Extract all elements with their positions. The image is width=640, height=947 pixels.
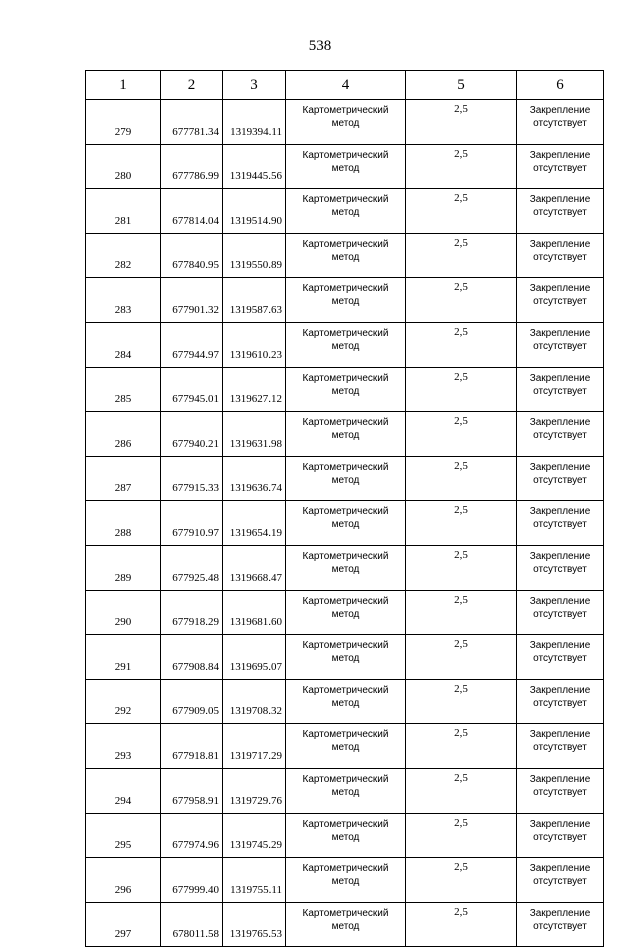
fixation-line-2: отсутствует [533,251,587,263]
fixation-cell [517,858,604,903]
column-header-2: 2 [161,71,223,100]
accuracy-value: 2,5 [406,233,517,278]
coordinate-y: 1319550.89 [223,233,286,278]
fixation-line-2: отсутствует [533,920,587,932]
method-cell [286,367,406,412]
point-number: 283 [86,278,161,323]
accuracy-value: 2,5 [406,412,517,457]
method-line-1: Картометрический [302,773,389,785]
coordinate-y: 1319654.19 [223,501,286,546]
fixation-line-2: отсутствует [533,563,587,575]
accuracy-value: 2,5 [406,456,517,501]
coordinate-x: 677781.34 [161,100,223,145]
point-number: 293 [86,724,161,769]
method-line-1: Картометрический [302,238,389,250]
coordinate-x: 678011.58 [161,902,223,947]
point-number: 287 [86,456,161,501]
method-line-1: Картометрический [302,684,389,696]
table-row [86,189,604,234]
method-line-2: метод [331,207,360,219]
coordinate-x: 677958.91 [161,768,223,813]
coordinate-y: 1319627.12 [223,367,286,412]
column-header-6: 6 [517,71,604,100]
accuracy-value: 2,5 [406,501,517,546]
fixation-line-1: Закрепление [529,595,591,607]
method-line-1: Картометрический [302,283,389,295]
fixation-line-2: отсутствует [533,430,587,442]
method-cell [286,590,406,635]
column-header-4: 4 [286,71,406,100]
table-row [86,590,604,635]
method-line-2: метод [331,608,360,620]
table-row [86,635,604,680]
accuracy-value: 2,5 [406,100,517,145]
coordinate-x: 677840.95 [161,233,223,278]
fixation-line-1: Закрепление [529,194,591,206]
fixation-line-2: отсутствует [533,162,587,174]
fixation-cell [517,322,604,367]
point-number: 286 [86,412,161,457]
table-row [86,100,604,145]
table-row [86,144,604,189]
accuracy-value: 2,5 [406,902,517,947]
accuracy-value: 2,5 [406,545,517,590]
point-number: 296 [86,858,161,903]
method-line-1: Картометрический [302,907,389,919]
coordinate-x: 677918.81 [161,724,223,769]
point-number: 284 [86,322,161,367]
method-cell [286,902,406,947]
fixation-line-1: Закрепление [529,283,591,295]
table-row [86,501,604,546]
point-number: 279 [86,100,161,145]
coordinate-y: 1319610.23 [223,322,286,367]
table-row [86,322,604,367]
coordinate-y: 1319765.53 [223,902,286,947]
accuracy-value: 2,5 [406,322,517,367]
column-header-1: 1 [86,71,161,100]
coordinate-y: 1319729.76 [223,768,286,813]
coordinate-x: 677999.40 [161,858,223,903]
column-header-3: 3 [223,71,286,100]
fixation-cell [517,724,604,769]
accuracy-value: 2,5 [406,189,517,234]
method-cell [286,278,406,323]
coordinate-x: 677910.97 [161,501,223,546]
point-number: 289 [86,545,161,590]
coordinates-table [85,70,604,947]
method-line-1: Картометрический [302,327,389,339]
table-row [86,858,604,903]
method-line-2: метод [331,876,360,888]
method-cell [286,189,406,234]
coordinate-y: 1319668.47 [223,545,286,590]
fixation-cell [517,902,604,947]
method-cell [286,412,406,457]
fixation-line-2: отсутствует [533,207,587,219]
method-cell [286,768,406,813]
fixation-line-1: Закрепление [529,327,591,339]
fixation-line-2: отсутствует [533,296,587,308]
coordinate-y: 1319445.56 [223,144,286,189]
accuracy-value: 2,5 [406,278,517,323]
fixation-cell [517,189,604,234]
accuracy-value: 2,5 [406,367,517,412]
method-line-2: метод [331,697,360,709]
fixation-cell [517,590,604,635]
method-line-1: Картометрический [302,863,389,875]
method-line-1: Картометрический [302,640,389,652]
fixation-line-2: отсутствует [533,876,587,888]
method-line-2: метод [331,296,360,308]
fixation-cell [517,233,604,278]
method-line-1: Картометрический [302,372,389,384]
coordinate-x: 677814.04 [161,189,223,234]
fixation-cell [517,367,604,412]
point-number: 288 [86,501,161,546]
method-cell [286,322,406,367]
coordinate-y: 1319717.29 [223,724,286,769]
table-header [86,71,604,100]
fixation-line-2: отсутствует [533,786,587,798]
method-line-1: Картометрический [302,818,389,830]
coordinate-x: 677901.32 [161,278,223,323]
fixation-line-1: Закрепление [529,417,591,429]
coordinate-x: 677940.21 [161,412,223,457]
accuracy-value: 2,5 [406,144,517,189]
point-number: 281 [86,189,161,234]
method-line-2: метод [331,340,360,352]
fixation-line-2: отсутствует [533,697,587,709]
method-cell [286,858,406,903]
coordinate-y: 1319681.60 [223,590,286,635]
method-cell [286,233,406,278]
method-line-2: метод [331,653,360,665]
method-line-2: метод [331,563,360,575]
method-line-2: метод [331,385,360,397]
fixation-cell [517,144,604,189]
method-line-2: метод [331,430,360,442]
fixation-cell [517,278,604,323]
table-row [86,724,604,769]
fixation-cell [517,100,604,145]
fixation-line-1: Закрепление [529,684,591,696]
point-number: 297 [86,902,161,947]
fixation-cell [517,635,604,680]
coordinate-y: 1319755.11 [223,858,286,903]
table-row [86,233,604,278]
method-line-1: Картометрический [302,729,389,741]
table-row [86,545,604,590]
table-row [86,412,604,457]
fixation-cell [517,545,604,590]
table-row [86,768,604,813]
fixation-cell [517,679,604,724]
method-line-1: Картометрический [302,595,389,607]
method-line-2: метод [331,742,360,754]
fixation-line-1: Закрепление [529,372,591,384]
point-number: 282 [86,233,161,278]
method-line-2: метод [331,474,360,486]
coordinate-x: 677908.84 [161,635,223,680]
table-row [86,367,604,412]
method-line-1: Картометрический [302,194,389,206]
header-row [86,71,604,100]
fixation-line-2: отсутствует [533,340,587,352]
coordinate-x: 677786.99 [161,144,223,189]
coordinate-x: 677918.29 [161,590,223,635]
method-cell [286,813,406,858]
method-cell [286,679,406,724]
method-line-2: метод [331,251,360,263]
table-row [86,902,604,947]
coordinate-x: 677909.05 [161,679,223,724]
coordinate-y: 1319514.90 [223,189,286,234]
method-line-2: метод [331,920,360,932]
table-row [86,679,604,724]
coordinate-x: 677974.96 [161,813,223,858]
fixation-line-2: отсутствует [533,519,587,531]
accuracy-value: 2,5 [406,679,517,724]
coordinate-x: 677925.48 [161,545,223,590]
method-line-2: метод [331,519,360,531]
coordinate-y: 1319631.98 [223,412,286,457]
fixation-line-2: отсутствует [533,608,587,620]
point-number: 294 [86,768,161,813]
method-cell [286,501,406,546]
table-body [86,100,604,947]
method-line-1: Картометрический [302,417,389,429]
fixation-line-2: отсутствует [533,653,587,665]
fixation-line-1: Закрепление [529,773,591,785]
point-number: 292 [86,679,161,724]
fixation-line-2: отсутствует [533,385,587,397]
accuracy-value: 2,5 [406,768,517,813]
fixation-line-1: Закрепление [529,550,591,562]
coordinate-y: 1319587.63 [223,278,286,323]
point-number: 291 [86,635,161,680]
method-line-2: метод [331,162,360,174]
fixation-line-1: Закрепление [529,149,591,161]
point-number: 290 [86,590,161,635]
accuracy-value: 2,5 [406,858,517,903]
fixation-line-1: Закрепление [529,729,591,741]
fixation-cell [517,768,604,813]
method-line-1: Картометрический [302,461,389,473]
fixation-line-1: Закрепление [529,863,591,875]
method-line-1: Картометрический [302,506,389,518]
method-line-1: Картометрический [302,105,389,116]
coordinate-x: 677945.01 [161,367,223,412]
fixation-cell [517,501,604,546]
fixation-line-1: Закрепление [529,818,591,830]
point-number: 280 [86,144,161,189]
fixation-line-1: Закрепление [529,238,591,250]
column-header-5: 5 [406,71,517,100]
method-cell [286,144,406,189]
coordinate-x: 677915.33 [161,456,223,501]
fixation-line-1: Закрепление [529,640,591,652]
accuracy-value: 2,5 [406,724,517,769]
coordinate-y: 1319745.29 [223,813,286,858]
fixation-cell [517,813,604,858]
method-line-2: метод [331,831,360,843]
method-line-2: метод [331,786,360,798]
method-cell [286,100,406,145]
point-number: 285 [86,367,161,412]
method-cell [286,456,406,501]
fixation-cell [517,412,604,457]
coordinate-y: 1319708.32 [223,679,286,724]
table-row [86,278,604,323]
fixation-line-1: Закрепление [529,461,591,473]
accuracy-value: 2,5 [406,590,517,635]
fixation-line-1: Закрепление [529,506,591,518]
method-line-1: Картометрический [302,149,389,161]
method-cell [286,635,406,680]
fixation-line-2: отсутствует [533,831,587,843]
fixation-line-2: отсутствует [533,474,587,486]
table-row [86,456,604,501]
coordinate-y: 1319695.07 [223,635,286,680]
accuracy-value: 2,5 [406,813,517,858]
method-line-2: метод [331,118,360,129]
point-number: 295 [86,813,161,858]
fixation-line-2: отсутствует [533,742,587,754]
method-cell [286,545,406,590]
accuracy-value: 2,5 [406,635,517,680]
page-number: 538 [308,38,332,54]
fixation-line-2: отсутствует [533,118,587,129]
coordinate-x: 677944.97 [161,322,223,367]
method-line-1: Картометрический [302,550,389,562]
fixation-cell [517,456,604,501]
coordinate-y: 1319636.74 [223,456,286,501]
method-cell [286,724,406,769]
table-row [86,813,604,858]
coordinate-y: 1319394.11 [223,100,286,145]
fixation-line-1: Закрепление [529,105,591,116]
fixation-line-1: Закрепление [529,907,591,919]
